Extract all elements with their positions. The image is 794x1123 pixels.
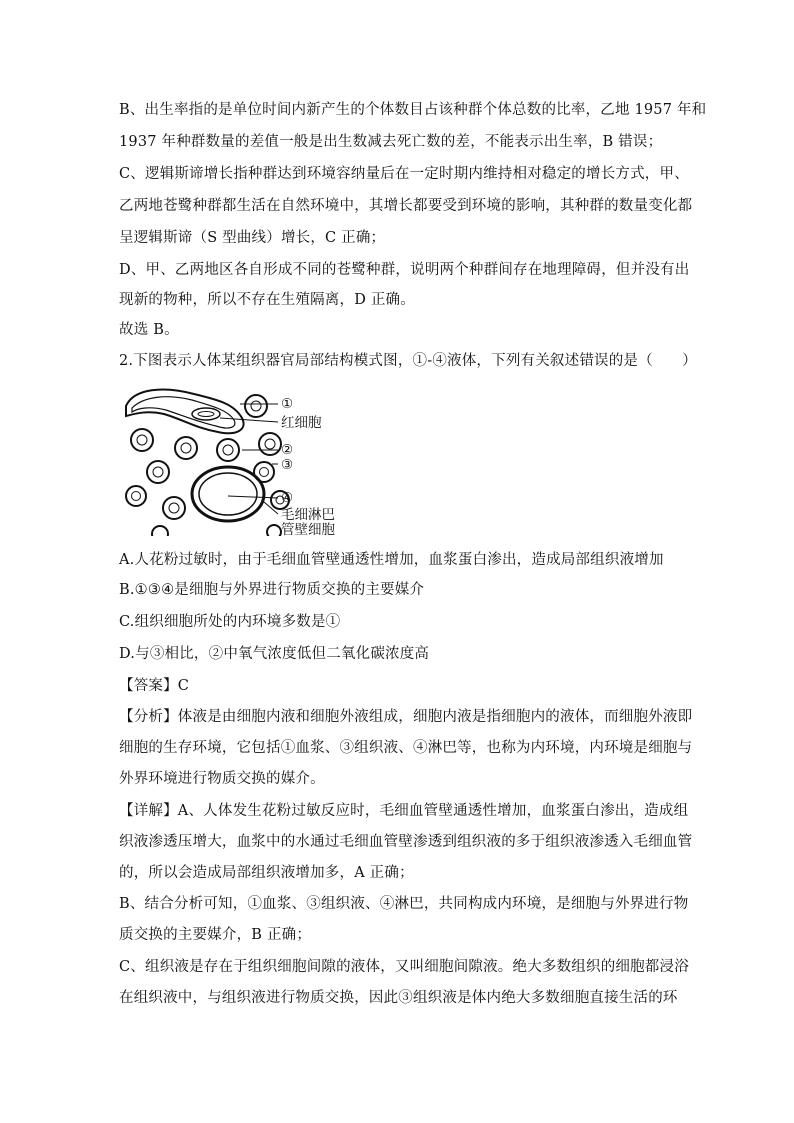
answer: 【答案】C: [119, 678, 190, 694]
text-line: 呈逻辑斯谛（S 型曲线）增长，C 正确；: [119, 230, 386, 246]
analysis-line: 细胞的生存环境，它包括①血浆、③组织液、④淋巴等，也称为内环境，内环境是细胞与: [119, 740, 693, 756]
detail-line: 织液渗透压增大，血浆中的水通过毛细血管壁渗透到组织液的多于组织液渗透入毛细血管: [119, 834, 693, 850]
label-red-blood-cell: 红细胞: [281, 415, 322, 431]
text-line: B、出生率指的是单位时间内新产生的个体数目占该种群个体总数的比率，乙地 1957 年和: [119, 102, 707, 118]
tissue-structure-figure: [124, 384, 354, 536]
analysis-line: 外界环境进行物质交换的媒介。: [119, 771, 325, 787]
text-line: D、甲、乙两地区各自形成不同的苍鹭种群，说明两个种群间存在地理障碍，但并没有出: [119, 262, 690, 278]
label-lymph-capillary: 毛细淋巴: [281, 507, 335, 523]
detail-line: 质交换的主要媒介，B 正确；: [119, 927, 312, 943]
option-a: A.人花粉过敏时，由于毛细血管壁通透性增加，血浆蛋白渗出，造成局部组织液增加: [119, 552, 664, 568]
detail-line: B、结合分析可知，①血浆、③组织液、④淋巴，共同构成内环境，是细胞与外界进行物: [119, 896, 689, 912]
question-stem: 2.下图表示人体某组织器官局部结构模式图，①-④液体，下列有关叙述错误的是（ ）: [119, 353, 697, 369]
label-3: ③: [281, 457, 294, 473]
text-line: C、逻辑斯谛增长指种群达到环境容纳量后在一定时期内维持相对稳定的增长方式，甲、: [119, 166, 689, 182]
option-c: C.组织细胞所处的内环境多数是①: [119, 614, 341, 630]
option-b: B.①③④是细胞与外界进行物质交换的主要媒介: [119, 582, 425, 598]
text-line: 乙两地苍鹭种群都生活在自然环境中，其增长都要受到环境的影响，其种群的数量变化都: [119, 198, 693, 214]
text-line: 故选 B。: [119, 322, 179, 338]
analysis-line: 【分析】体液是由细胞内液和细胞外液组成，细胞内液是指细胞内的液体，而细胞外液即: [119, 709, 693, 725]
detail-line: 在组织液中，与组织液进行物质交换，因此③组织液是体内绝大多数细胞直接生活的环: [119, 990, 678, 1006]
label-4: ④: [281, 490, 294, 506]
detail-line: 【详解】A、人体发生花粉过敏反应时，毛细血管壁通透性增加，血浆蛋白渗出，造成组: [119, 803, 689, 819]
text-line: 1937 年种群数量的差值一般是出生数减去死亡数的差，不能表示出生率，B 错误；: [119, 134, 663, 150]
option-d: D.与③相比，②中氧气浓度低但二氧化碳浓度高: [119, 646, 430, 662]
label-wall-cell: 管壁细胞: [281, 522, 335, 538]
detail-line: 的，所以会造成局部组织液增加多，A 正确；: [119, 865, 414, 881]
text-line: 现新的物种，所以不存在生殖隔离，D 正确。: [119, 292, 415, 308]
label-1: ①: [281, 396, 294, 412]
label-2: ②: [281, 442, 294, 458]
detail-line: C、组织液是存在于组织细胞间隙的液体，又叫细胞间隙液。绝大多数组织的细胞都浸浴: [119, 959, 689, 975]
